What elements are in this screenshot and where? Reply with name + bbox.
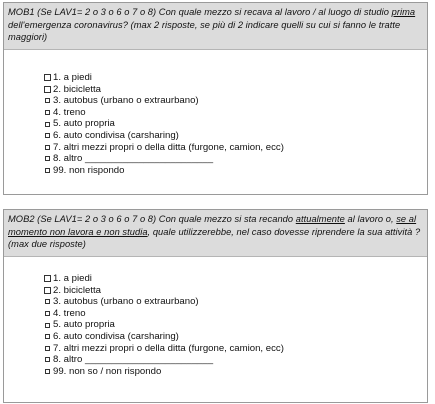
option-99[interactable]: 99. non so / non rispondo [44, 366, 284, 378]
checkbox[interactable] [45, 122, 50, 127]
option-8[interactable]: 8. altro ________________________ [44, 354, 284, 366]
checkbox[interactable] [45, 334, 50, 339]
option-5[interactable]: 5. auto propria [44, 319, 284, 331]
question-text: , quale utilizzerebbe, nel caso dovesse riprendere la sua attività ? (max due risposte) [8, 226, 421, 250]
checkbox[interactable] [45, 369, 50, 374]
checkbox[interactable] [45, 145, 50, 150]
option-7[interactable]: 7. altri mezzi propri o della ditta (furgone, camion, ecc) [44, 142, 284, 154]
checkbox[interactable] [45, 133, 50, 138]
option-8[interactable]: 8. altro ________________________ [44, 153, 284, 165]
option-list [44, 273, 284, 377]
option-5[interactable]: 5. auto propria [44, 118, 284, 130]
checkbox[interactable] [45, 98, 50, 103]
question-mob2 [3, 209, 428, 403]
checkbox[interactable] [44, 275, 51, 282]
option-99[interactable]: 99. non rispondo [44, 165, 284, 177]
question-mob1 [3, 2, 428, 195]
checkbox[interactable] [45, 346, 50, 351]
checkbox[interactable] [45, 156, 50, 161]
question-text: MOB1 (Se LAV1= 2 o 3 o 6 o 7 o 8) Con quale mezzo si recava al lavoro / al luogo di studio [8, 7, 392, 17]
checkbox[interactable] [45, 168, 50, 173]
option-1[interactable]: 1. a piedi [44, 72, 284, 84]
checkbox[interactable] [45, 110, 50, 115]
question-emphasis: attualmente [295, 214, 345, 224]
option-2[interactable]: 2. bicicletta [44, 84, 284, 96]
option-7[interactable]: 7. altri mezzi propri o della ditta (furgone, camion, ecc) [44, 343, 284, 355]
checkbox[interactable] [44, 287, 51, 294]
option-4[interactable]: 4. treno [44, 308, 284, 320]
checkbox[interactable] [45, 357, 50, 362]
option-list [44, 72, 284, 176]
question-header [4, 3, 427, 50]
question-text: al lavoro o, [344, 214, 397, 224]
checkbox[interactable] [44, 86, 51, 93]
option-1[interactable]: 1. a piedi [44, 273, 284, 285]
question-text: dell'emergenza coronavirus? (max 2 risposte, se più di 2 indicare quelli su cui si fanno le tratte maggiori) [8, 19, 401, 43]
option-3[interactable]: 3. autobus (urbano o extraurbano) [44, 95, 284, 107]
option-4[interactable]: 4. treno [44, 107, 284, 119]
checkbox[interactable] [45, 311, 50, 316]
option-3[interactable]: 3. autobus (urbano o extraurbano) [44, 296, 284, 308]
question-header [4, 210, 427, 257]
option-6[interactable]: 6. auto condivisa (carsharing) [44, 331, 284, 343]
checkbox[interactable] [45, 299, 50, 304]
option-6[interactable]: 6. auto condivisa (carsharing) [44, 130, 284, 142]
question-emphasis: se al momento non lavora e non studia [8, 214, 417, 237]
question-emphasis: prima [391, 7, 416, 17]
checkbox[interactable] [44, 74, 51, 81]
option-2[interactable]: 2. bicicletta [44, 285, 284, 297]
question-text: MOB2 (Se LAV1= 2 o 3 o 6 o 7 o 8) Con quale mezzo si sta recando [8, 214, 296, 224]
checkbox[interactable] [45, 323, 50, 328]
